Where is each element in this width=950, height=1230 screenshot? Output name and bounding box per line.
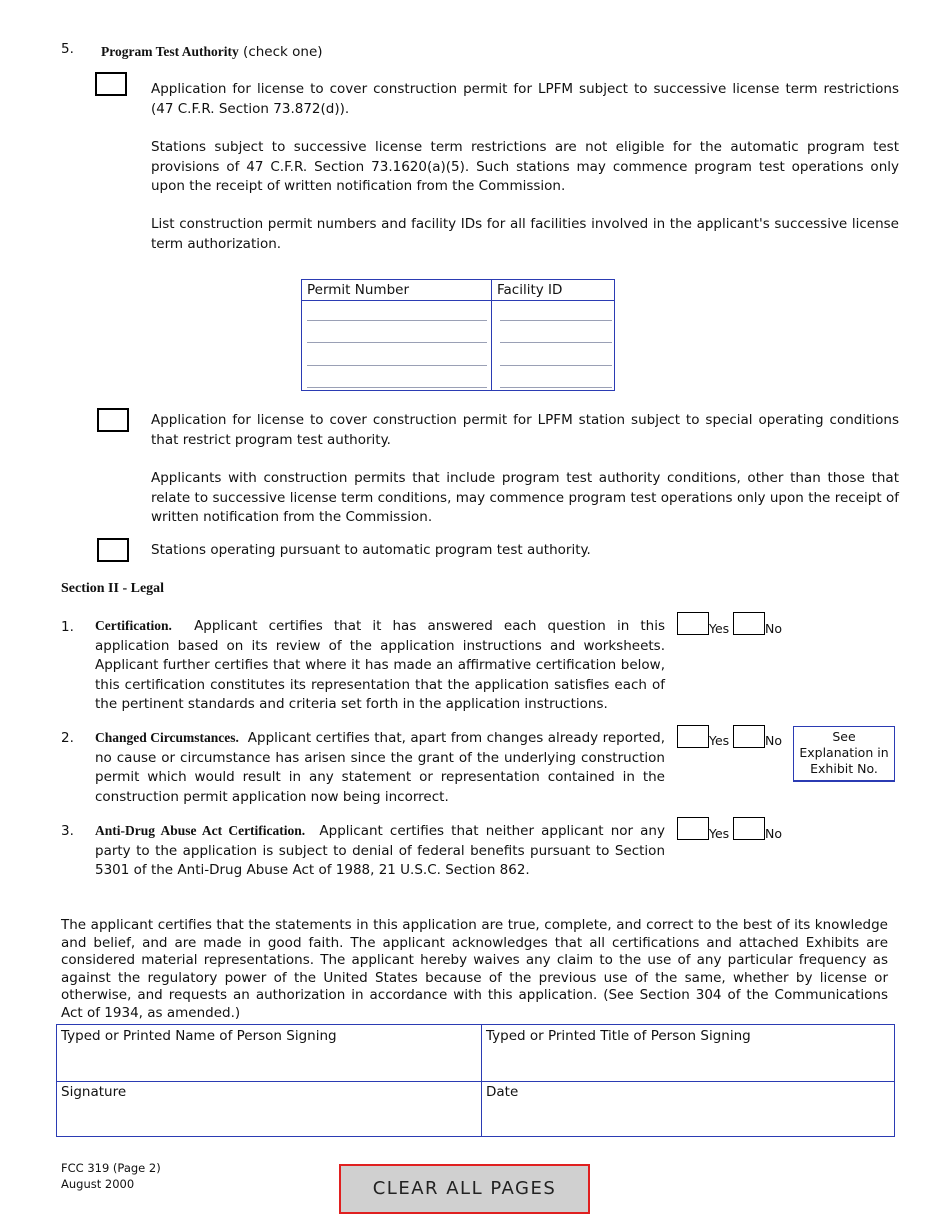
certification-no-checkbox[interactable]	[733, 612, 765, 635]
form-date: August 2000	[61, 1177, 135, 1191]
signer-name-input[interactable]	[59, 1047, 477, 1079]
see-explanation-exhibit-field[interactable]: See Explanation in Exhibit No.	[793, 726, 895, 782]
option-automatic-authority-text: Stations operating pursuant to automatic program test authority.	[151, 542, 591, 558]
permit-list-instruction: List construction permit numbers and facility IDs for all facilities involved in the applicant's successive license term authorization.	[151, 216, 899, 252]
permit-number-field-3[interactable]	[307, 365, 487, 366]
legal-item-1-text	[95, 616, 665, 715]
legal-item-3-text	[95, 821, 665, 881]
changed-circumstances-yes-checkbox[interactable]	[677, 725, 709, 748]
option-successive-term-note: Stations subject to successive license term restrictions are not eligible for the automatic program test provisions of 47 C.F.R. Section 73.1620(a)(5). Such stations may commence program test operations only upon the receipt of written notification from the Commission.	[151, 139, 899, 194]
permit-number-field-2[interactable]	[307, 342, 487, 343]
signature-block-horizontal-divider	[57, 1081, 894, 1082]
legal-item-3-number: 3.	[61, 823, 74, 839]
legal-item-1-title: Certification.	[95, 618, 172, 633]
signer-name-label: Typed or Printed Name of Person Signing	[61, 1028, 337, 1044]
signature-label: Signature	[61, 1084, 127, 1100]
certification-yes-checkbox[interactable]	[677, 612, 709, 635]
legal-item-3-body: Applicant certifies that neither applicant nor any party to the application is subject to denial of federal benefits pursuant to Section 5301 of the Anti-Drug Abuse Act of 1988, 21 U.S.C. Section 862.	[95, 823, 665, 878]
option-successive-term-checkbox[interactable]	[95, 72, 127, 96]
anti-drug-no-label: No	[765, 826, 782, 841]
date-label: Date	[486, 1084, 519, 1100]
anti-drug-yes-checkbox[interactable]	[677, 817, 709, 840]
certification-yes-label: Yes	[709, 621, 730, 636]
section5-title-note: (check one)	[243, 44, 323, 60]
certification-statement: The applicant certifies that the statements in this application are true, complete, and correct to the best of its knowledge and belief, and are made in good faith. The applicant acknowledges that all certifications and attached Exhibits are considered material representations. The applicant hereby waives any claim to the use of any particular frequency as against the regulatory power of the United States because of the previous use of the same, whether by license or otherwise, and requests an authorization in accordance with this application. (See Section 304 of the Communications Act of 1934, as amended.)	[61, 917, 888, 1021]
legal-item-2-body: Applicant certifies that, apart from changes already reported, no cause or circumstance has arisen since the grant of the underlying construction permit which would result in any statement or representation contained in the construction permit application now being incorrect.	[95, 730, 665, 805]
anti-drug-no-checkbox[interactable]	[733, 817, 765, 840]
facility-id-field-4[interactable]	[500, 387, 612, 388]
option-special-conditions-text: Application for license to cover construction permit for LPFM station subject to special operating conditions that restrict program test authority.	[151, 412, 899, 448]
anti-drug-yes-label: Yes	[709, 826, 730, 841]
facility-id-field-3[interactable]	[500, 365, 612, 366]
legal-item-1-body: Applicant certifies that it has answered each question in this application based on its review of the application instructions and worksheets. Applicant further certifies that where it has made an affirmative certification below, this certification constitutes its representation that the application satisfies each of the pertinent standards and criteria set forth in the application instructions.	[95, 618, 665, 712]
clear-all-pages-button[interactable]: CLEAR ALL PAGES	[339, 1164, 590, 1214]
facility-id-field-1[interactable]	[500, 320, 612, 321]
permit-facility-table	[301, 279, 615, 391]
section5-heading	[101, 42, 323, 63]
legal-item-2-number: 2.	[61, 730, 74, 746]
option-automatic-authority-checkbox[interactable]	[97, 538, 129, 562]
section5-title: Program Test Authority	[101, 44, 239, 59]
option-special-conditions-note: Applicants with construction permits that include program test authority conditions, other than those that relate to successive license term conditions, may commence program test operations only upon the receipt of written notification from the Commission.	[151, 470, 899, 525]
facility-id-header: Facility ID	[497, 282, 563, 298]
certification-no-label: No	[765, 621, 782, 636]
legal-item-2-text	[95, 728, 665, 807]
signer-title-label: Typed or Printed Title of Person Signing	[486, 1028, 751, 1044]
facility-id-field-2[interactable]	[500, 342, 612, 343]
form-id: FCC 319 (Page 2)	[61, 1161, 161, 1175]
form-footer	[61, 1160, 161, 1192]
legal-item-1-number: 1.	[61, 619, 74, 635]
changed-circumstances-no-label: No	[765, 733, 782, 748]
permit-number-field-4[interactable]	[307, 387, 487, 388]
permit-number-header: Permit Number	[307, 282, 409, 298]
table-column-divider	[491, 280, 492, 390]
section2-title: Section II - Legal	[61, 581, 165, 596]
signer-title-input[interactable]	[484, 1047, 892, 1079]
changed-circumstances-no-checkbox[interactable]	[733, 725, 765, 748]
changed-circumstances-yes-label: Yes	[709, 733, 730, 748]
date-input[interactable]	[484, 1103, 892, 1135]
signature-input[interactable]	[59, 1103, 477, 1135]
permit-number-field-1[interactable]	[307, 320, 487, 321]
option-special-conditions-checkbox[interactable]	[97, 408, 129, 432]
legal-item-2-title: Changed Circumstances.	[95, 730, 239, 745]
option-successive-term-text: Application for license to cover construction permit for LPFM subject to successive license term restrictions (47 C.F.R. Section 73.872(d)).	[151, 81, 899, 117]
section5-number: 5.	[61, 41, 74, 57]
legal-item-3-title: Anti-Drug Abuse Act Certification.	[95, 823, 306, 838]
signature-block	[56, 1024, 895, 1137]
